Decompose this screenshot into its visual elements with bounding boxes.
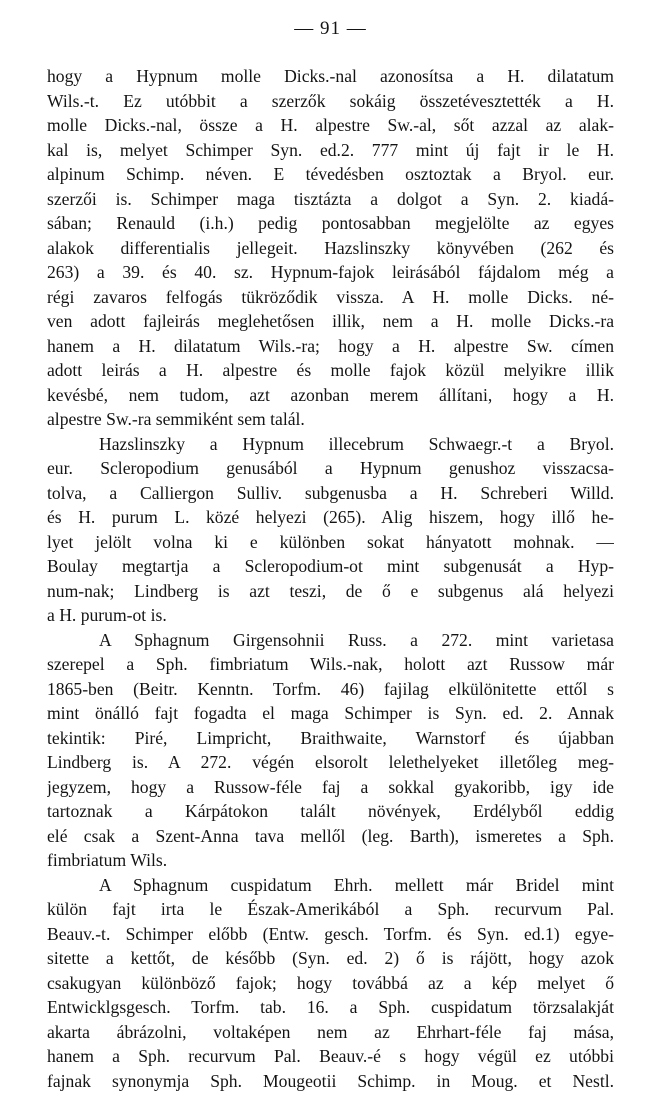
text-line: tartoznak a Kárpátokon talált növények, Erdélyből eddig xyxy=(47,799,614,824)
text-line: alakok differentialis jellegeit. Hazslinszky könyvében (262 és xyxy=(47,236,614,261)
text-line: hanem a Sph. recurvum Pal. Beauv.-é s hogy végül ez utóbbi xyxy=(47,1044,614,1069)
text-line: tekintik: Piré, Limpricht, Braithwaite, Warnstorf és újabban xyxy=(47,726,614,751)
text-line: jegyzem, hogy a Russow-féle faj a sokkal gyakoribb, igy ide xyxy=(47,775,614,800)
text-line: Wils.-t. Ez utóbbit a szerzők sokáig összetévesztették a H. xyxy=(47,89,614,114)
text-line: A Sphagnum Girgensohnii Russ. a 272. mint varietasa xyxy=(47,628,614,653)
text-line: sitette a kettőt, de később (Syn. ed. 2) ő is rájött, hogy azok xyxy=(47,946,614,971)
text-line: és H. purum L. közé helyezi (265). Alig hiszem, hogy illő he- xyxy=(47,505,614,530)
text-line: eur. Scleropodium genusából a Hypnum genushoz visszacsa- xyxy=(47,456,614,481)
text-line: Boulay megtartja a Scleropodium-ot mint subgenusát a Hyp- xyxy=(47,554,614,579)
text-line: csakugyan különböző fajok; hogy továbbá az a kép melyet ő xyxy=(47,971,614,996)
text-line: sában; Renauld (i.h.) pedig pontosabban megjelölte az egyes xyxy=(47,211,614,236)
page-number: — 91 — xyxy=(0,18,661,40)
text-line: régi zavaros felfogás tükröződik vissza. A H. molle Dicks. né- xyxy=(47,285,614,310)
text-line: a H. purum-ot is. xyxy=(47,603,614,628)
text-line: hogy a Hypnum molle Dicks.-nal azonosítsa a H. dilatatum xyxy=(47,64,614,89)
text-line: 1865-ben (Beitr. Kenntn. Torfm. 46) fajilag elkülönitette ettől s xyxy=(47,677,614,702)
text-line: Entwicklgsgesch. Torfm. tab. 16. a Sph. cuspidatum törzsalakját xyxy=(47,995,614,1020)
text-line: num-nak; Lindberg is azt teszi, de ő e subgenus alá helyezi xyxy=(47,579,614,604)
text-line: fimbriatum Wils. xyxy=(47,848,614,873)
text-line: elé csak a Szent-Anna tava mellől (leg. Barth), ismeretes a Sph. xyxy=(47,824,614,849)
text-line: A Sphagnum cuspidatum Ehrh. mellett már Bridel mint xyxy=(47,873,614,898)
text-line: tolva, a Calliergon Sulliv. subgenusba a H. Schreberi Willd. xyxy=(47,481,614,506)
text-line: Lindberg is. A 272. végén elsorolt lelethelyeket illetőleg meg- xyxy=(47,750,614,775)
text-line: alpestre Sw.-ra semmiként sem talál. xyxy=(47,407,614,432)
body-text xyxy=(47,64,614,1093)
text-line: kevésbé, nem tudom, azt azonban merem állítani, hogy a H. xyxy=(47,383,614,408)
text-line: Beauv.-t. Schimper előbb (Entw. gesch. Torfm. és Syn. ed.1) egye- xyxy=(47,922,614,947)
text-line: hanem a H. dilatatum Wils.-ra; hogy a H. alpestre Sw. címen xyxy=(47,334,614,359)
text-line: szerzői is. Schimper maga tisztázta a dolgot a Syn. 2. kiadá- xyxy=(47,187,614,212)
text-line: szerepel a Sph. fimbriatum Wils.-nak, holott azt Russow már xyxy=(47,652,614,677)
text-line: molle Dicks.-nal, össze a H. alpestre Sw.-al, sőt azzal az alak- xyxy=(47,113,614,138)
text-line: külön fajt irta le Észak-Amerikából a Sph. recurvum Pal. xyxy=(47,897,614,922)
text-line: 263) a 39. és 40. sz. Hypnum-fajok leirásából fájdalom még a xyxy=(47,260,614,285)
text-line: kal is, melyet Schimper Syn. ed.2. 777 mint új fajt ir le H. xyxy=(47,138,614,163)
text-line: akarta ábrázolni, voltaképen nem az Ehrhart-féle faj mása, xyxy=(47,1020,614,1045)
text-line: alpinum Schimp. néven. E tévedésben osztoztak a Bryol. eur. xyxy=(47,162,614,187)
text-line: ven adott fajleirás meglehetősen illik, nem a H. molle Dicks.-ra xyxy=(47,309,614,334)
text-line: adott leirás a H. alpestre és molle fajok közül melyikre illik xyxy=(47,358,614,383)
text-line: lyet jelölt volna ki e különben sokat hányatott mohnak. — xyxy=(47,530,614,555)
text-line: mint önálló fajt fogadta el maga Schimper is Syn. ed. 2. Annak xyxy=(47,701,614,726)
text-line: Hazslinszky a Hypnum illecebrum Schwaegr.-t a Bryol. xyxy=(47,432,614,457)
text-line: fajnak synonymja Sph. Mougeotii Schimp. in Moug. et Nestl. xyxy=(47,1069,614,1093)
